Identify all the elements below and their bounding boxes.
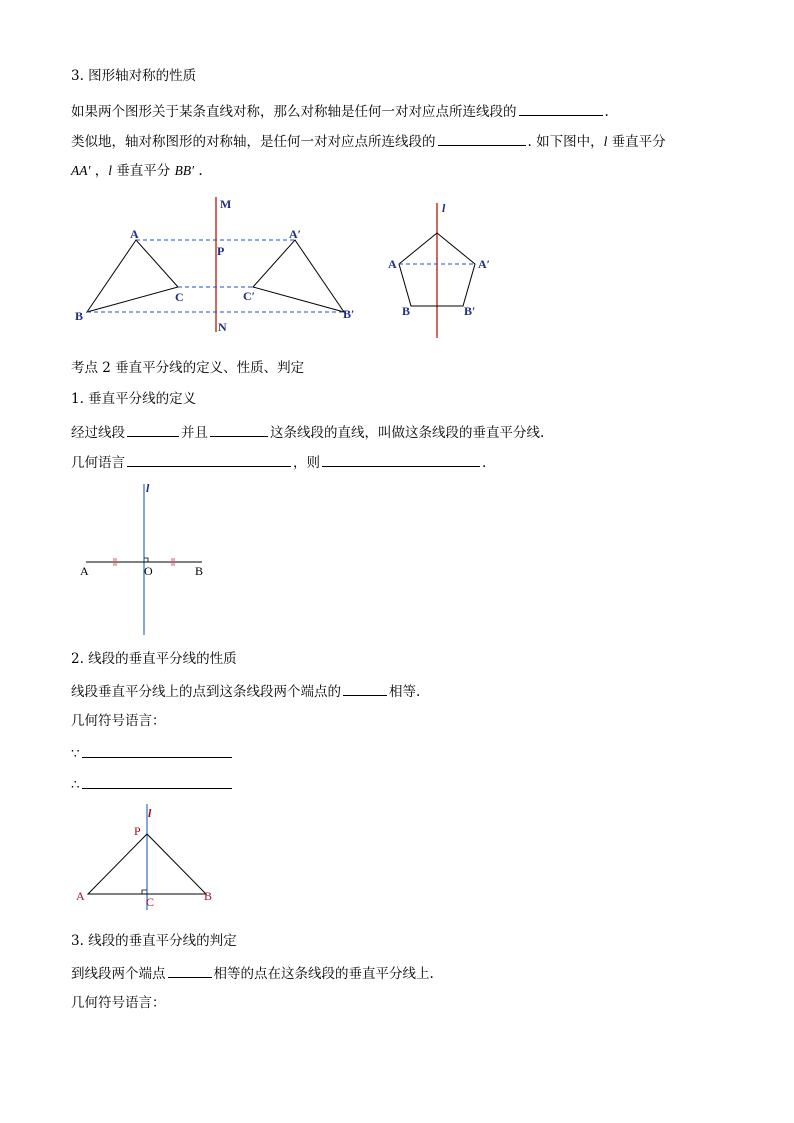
text: 几何符号语言： bbox=[71, 713, 166, 729]
label-b-prime: B′ bbox=[464, 304, 476, 318]
label-a-prime: A′ bbox=[289, 227, 302, 241]
fill-blank[interactable] bbox=[210, 422, 268, 437]
fill-blank[interactable] bbox=[519, 101, 603, 116]
heading-text: 考点 2 垂直平分线的定义、性质、判定 bbox=[71, 360, 305, 376]
heading-text: 3. 图形轴对称的性质 bbox=[71, 68, 197, 84]
paragraph bbox=[71, 131, 666, 151]
label-p: P bbox=[217, 244, 225, 258]
text: 并且 bbox=[181, 425, 208, 441]
figure-symmetric-triangles bbox=[70, 192, 370, 342]
label-n: N bbox=[218, 320, 227, 334]
therefore-line bbox=[71, 774, 234, 794]
fill-blank[interactable] bbox=[82, 774, 232, 789]
text: 线段垂直平分线上的点到这条线段两个端点的 bbox=[71, 684, 341, 700]
text: 垂直平分 bbox=[112, 163, 175, 179]
text: l bbox=[108, 163, 113, 178]
text: 几何符号语言： bbox=[71, 995, 166, 1011]
label-l: l bbox=[146, 481, 150, 495]
fill-blank[interactable] bbox=[82, 743, 232, 758]
figure-isosceles-bisector bbox=[74, 800, 224, 915]
therefore-symbol: ∴ bbox=[71, 777, 80, 793]
fill-blank[interactable] bbox=[127, 422, 179, 437]
label-l: l bbox=[442, 201, 446, 215]
label-b: B bbox=[204, 889, 213, 903]
text: . 如下图中， bbox=[527, 134, 604, 150]
text: 经过线段 bbox=[71, 425, 125, 441]
heading-text: 1. 垂直平分线的定义 bbox=[71, 391, 197, 407]
text: 相等. bbox=[389, 684, 421, 700]
paragraph bbox=[71, 963, 434, 983]
label-a: A bbox=[76, 889, 85, 903]
label-c: C bbox=[146, 895, 155, 909]
text: l bbox=[603, 134, 608, 149]
text: 相等的点在这条线段的垂直平分线上. bbox=[213, 966, 434, 982]
heading-text: 3. 线段的垂直平分线的判定 bbox=[71, 933, 237, 949]
label-c-prime: C′ bbox=[243, 289, 256, 303]
fill-blank[interactable] bbox=[343, 681, 387, 696]
label-a: A bbox=[130, 227, 139, 241]
label-o: O bbox=[144, 564, 153, 578]
fill-blank[interactable] bbox=[127, 452, 291, 467]
paragraph bbox=[71, 712, 166, 730]
subsection-heading bbox=[71, 650, 237, 668]
label-b: B bbox=[195, 564, 204, 578]
text: ， bbox=[90, 163, 109, 179]
label-a: A bbox=[388, 257, 397, 271]
subsection-heading bbox=[71, 932, 237, 950]
paragraph bbox=[71, 681, 420, 701]
text: 垂直平分 bbox=[607, 134, 666, 150]
label-l: l bbox=[148, 806, 152, 820]
figure-symmetric-pentagon bbox=[385, 198, 505, 343]
label-m: M bbox=[220, 197, 232, 211]
heading-text: 2. 线段的垂直平分线的性质 bbox=[71, 651, 237, 667]
section-heading bbox=[71, 67, 196, 85]
label-p: P bbox=[134, 824, 141, 838]
paragraph bbox=[71, 101, 609, 121]
text: BB′ bbox=[174, 163, 195, 178]
paragraph bbox=[71, 452, 486, 472]
text: 这条线段的直线，叫做这条线段的垂直平分线. bbox=[270, 425, 545, 441]
fill-blank[interactable] bbox=[322, 452, 480, 467]
section-heading bbox=[71, 359, 304, 377]
text: . bbox=[194, 163, 203, 179]
subsection-heading bbox=[71, 390, 196, 408]
text: . bbox=[604, 104, 609, 120]
text: AA′ bbox=[71, 163, 91, 178]
paragraph bbox=[71, 422, 544, 442]
text: 如果两个图形关于某条直线对称，那么对称轴是任何一对对应点所连线段的 bbox=[71, 104, 517, 120]
label-a-prime: A′ bbox=[478, 257, 491, 271]
label-b-prime: B′ bbox=[343, 307, 355, 321]
paragraph bbox=[71, 994, 166, 1012]
paragraph bbox=[71, 162, 203, 180]
label-c: C bbox=[175, 290, 184, 304]
text: 几何语言 bbox=[71, 455, 125, 471]
figure-perpendicular-bisector bbox=[76, 478, 216, 638]
because-symbol: ∵ bbox=[71, 746, 80, 762]
text: 类似地，轴对称图形的对称轴，是任何一对对应点所连线段的 bbox=[71, 134, 436, 150]
fill-blank[interactable] bbox=[168, 963, 212, 978]
label-b: B bbox=[402, 304, 411, 318]
fill-blank[interactable] bbox=[438, 131, 526, 146]
because-line bbox=[71, 743, 234, 763]
text: . bbox=[482, 455, 487, 471]
text: ，则 bbox=[293, 455, 320, 471]
label-a: A bbox=[80, 564, 89, 578]
label-b: B bbox=[75, 309, 84, 323]
text: 到线段两个端点 bbox=[71, 966, 166, 982]
